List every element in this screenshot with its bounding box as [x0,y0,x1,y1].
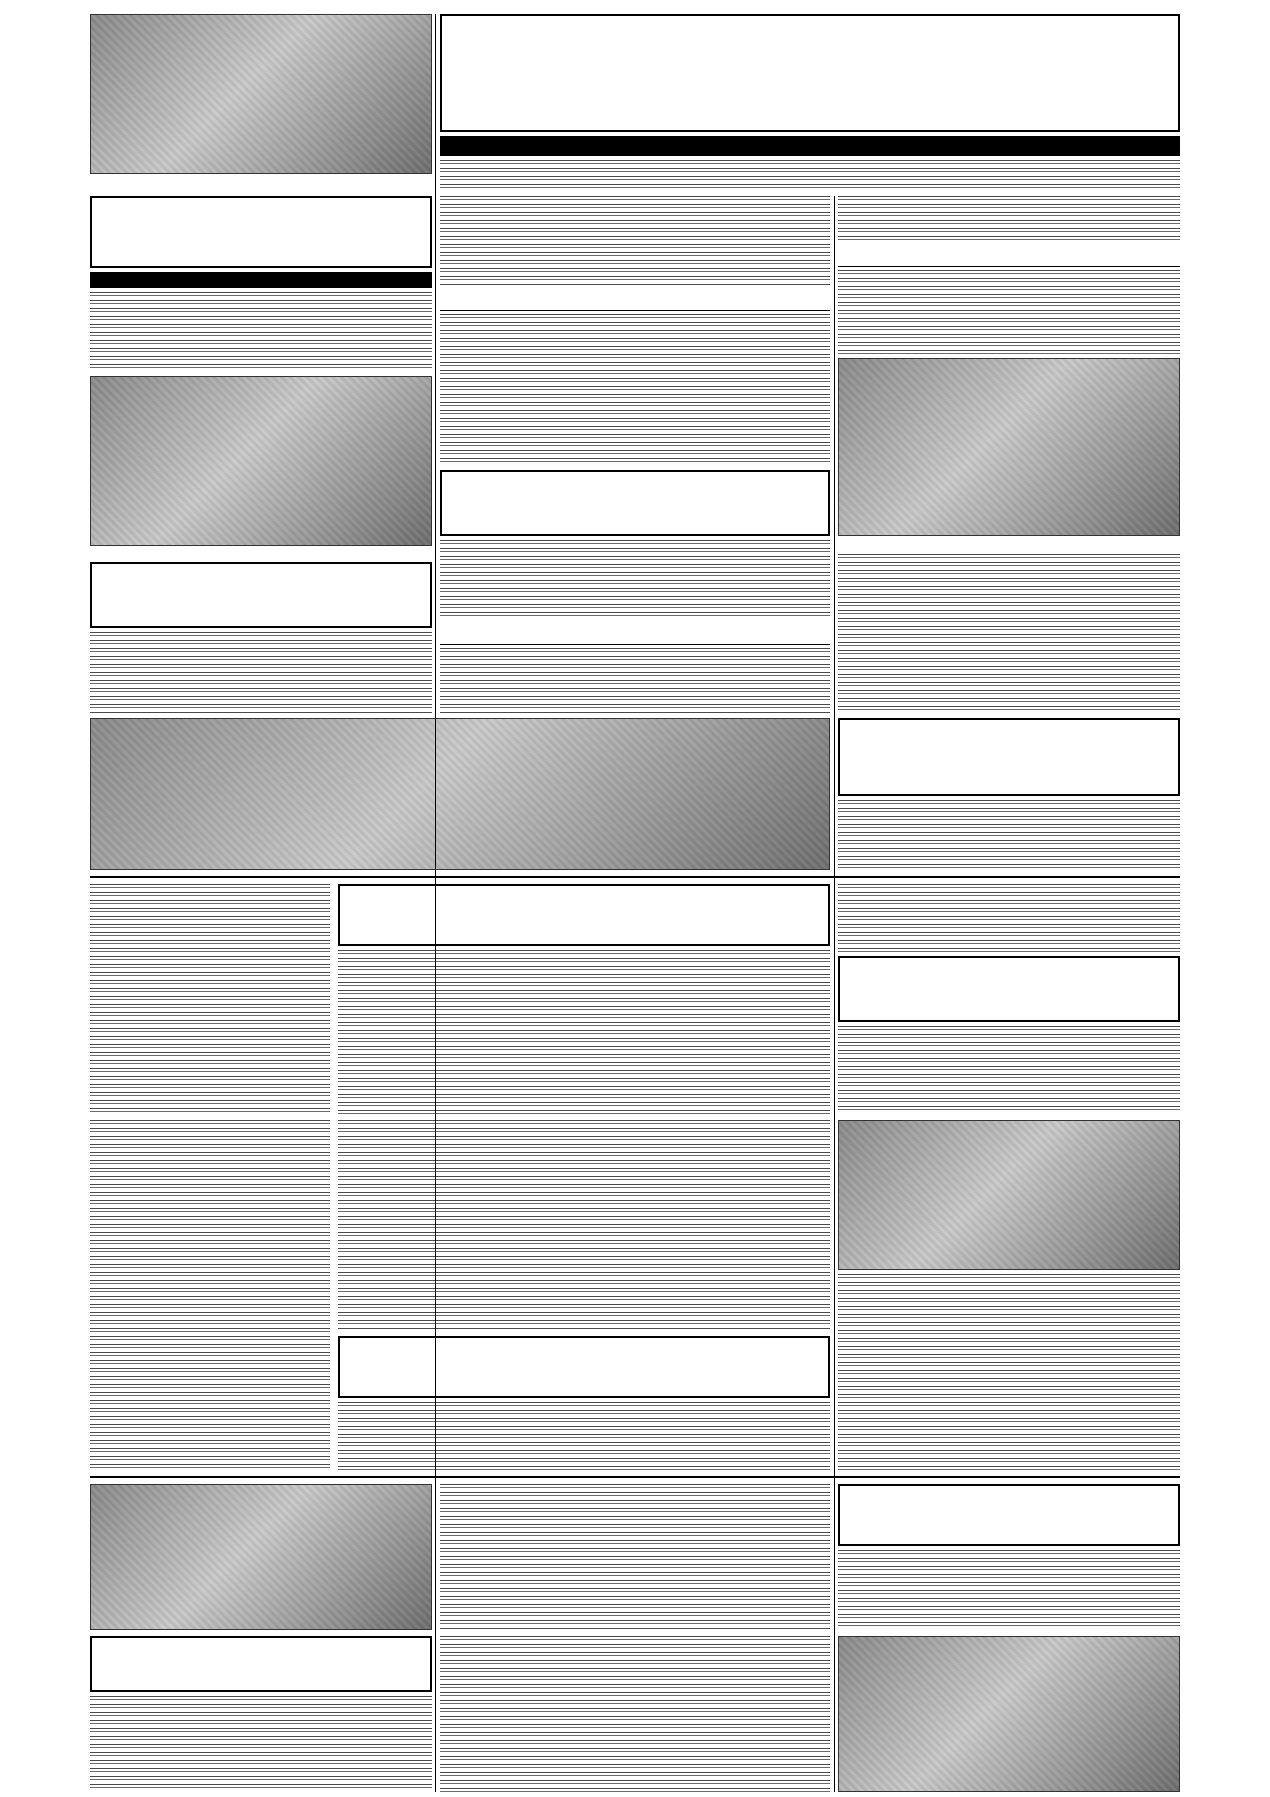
story-1-subhead [90,272,432,288]
middle-body-6 [440,1636,830,1792]
right-body-3 [838,554,1180,714]
story-5-headline [338,884,830,946]
column-rule-2 [834,196,835,1792]
story-1-body [90,292,432,372]
photo-police [838,358,1180,536]
story-9-headline [90,1636,432,1692]
middle-body-3 [440,648,830,714]
right-head-1 [838,246,1180,267]
middle-body-4 [338,1120,830,1330]
right-body-2 [838,270,1180,354]
masthead [90,0,1180,14]
section-rule-1 [90,876,1180,878]
story-6-body [838,1026,1180,1114]
photo-students [90,718,830,870]
left-body-5 [90,1120,330,1470]
column-rule-1 [435,14,436,1792]
story-7-body [338,1402,830,1470]
lead-subhead [440,136,1180,156]
photo-top-left [90,14,432,174]
story-4-headline [838,718,1180,796]
story-7-headline [338,1336,830,1398]
story-2-body [440,540,830,620]
section-rule-2 [90,1476,1180,1478]
photo-meeting-night [838,1120,1180,1270]
photo-ribbon-cutting [838,1636,1180,1792]
newspaper-page [90,0,1180,1797]
middle-body-5 [440,1484,830,1630]
story-3-headline [90,562,432,628]
story-8-body [838,1550,1180,1630]
story-5-body [338,950,830,1114]
lead-headline [440,14,1180,132]
right-body-4 [838,884,1180,952]
right-body-5 [838,1274,1180,1470]
middle-head-2 [440,624,830,645]
right-body-1 [838,196,1180,242]
story-2-headline [440,470,830,536]
caption-police [838,538,1180,550]
story-3-body [90,632,432,714]
photo-officials [90,1484,432,1630]
story-6-headline [838,956,1180,1022]
middle-body-1 [440,196,830,286]
story-9-body [90,1696,432,1792]
story-8-headline [838,1484,1180,1546]
left-body-4 [90,884,330,1114]
story-1-headline [90,196,432,268]
caption-top-left [90,176,432,188]
lead-body [440,160,1180,192]
middle-body-2 [440,314,830,464]
photo-group-men [90,376,432,546]
story-4-body [838,800,1180,870]
middle-head-1 [440,290,830,311]
